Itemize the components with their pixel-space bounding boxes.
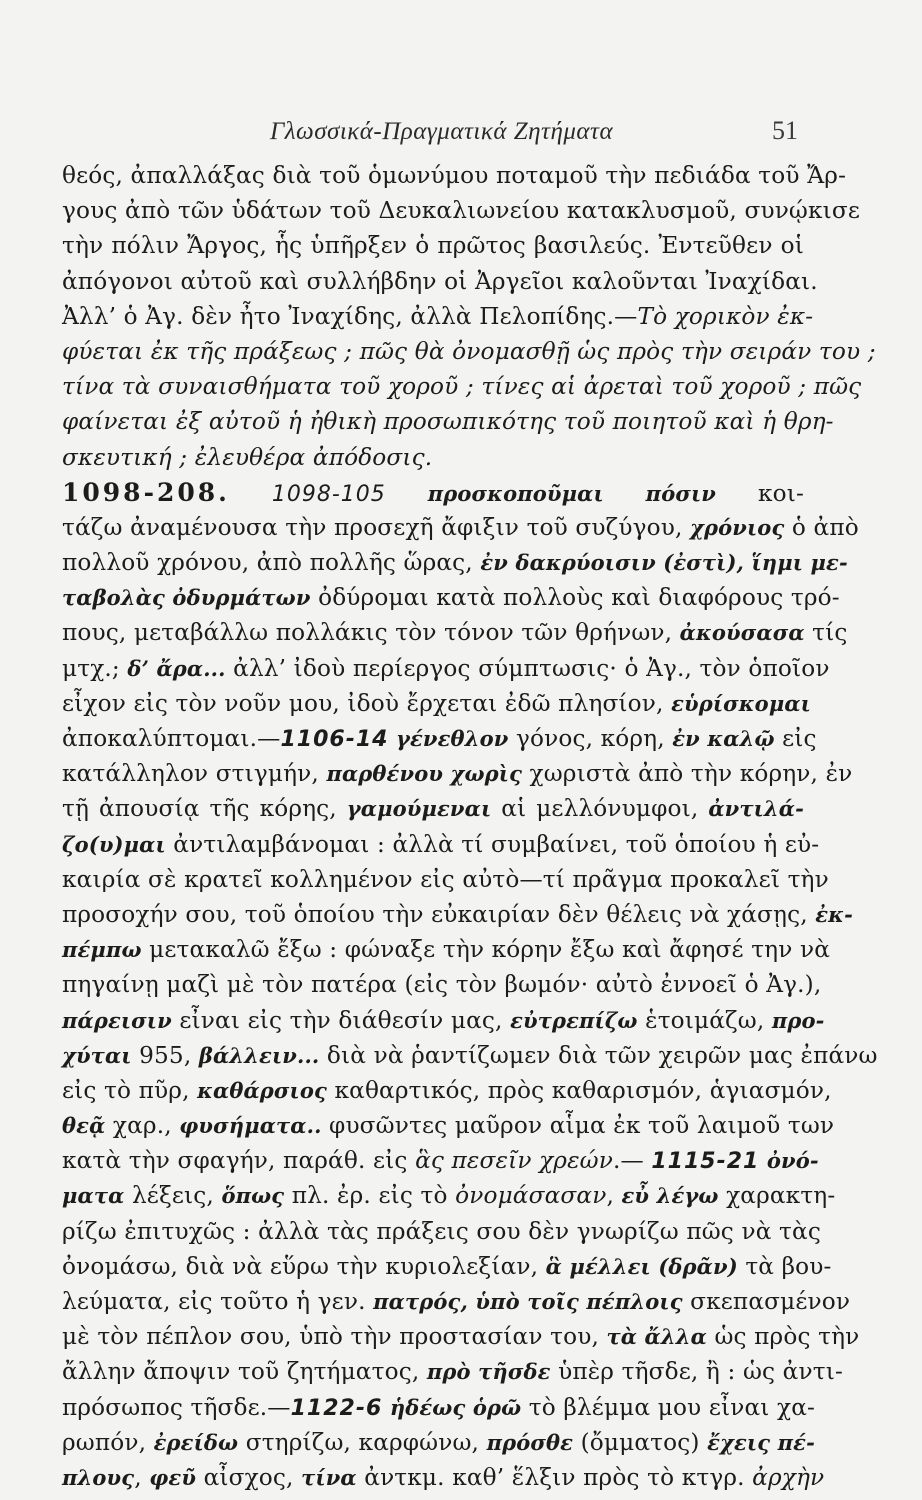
text-line	[62, 686, 811, 721]
text-run: εἰς τὸ πῦρ,	[62, 1076, 198, 1104]
italic-run: τίνα τὰ συναισθήματα τοῦ χοροῦ ; τίνες αἱ ἀρεταὶ τοῦ χοροῦ ; πῶς	[62, 373, 862, 401]
text-line	[62, 1425, 815, 1460]
verse-range: 1106-14	[280, 727, 389, 752]
lemma: χύται	[62, 1042, 132, 1068]
lemma: πατρός, ὑπὸ τοῖς πέπλοις	[373, 1289, 683, 1314]
lemma: θεᾷ	[62, 1113, 106, 1139]
lemma: ἐκ-	[815, 901, 853, 927]
text-line	[62, 1390, 816, 1425]
text-line	[62, 1354, 843, 1389]
text-run: ἀποκαλύπτομαι.—	[62, 725, 281, 752]
text-run: τὸ βλέμμα μου εἶναι χα-	[521, 1393, 816, 1421]
text-line	[62, 615, 848, 650]
text-run: ὀδύρομαι κατὰ πολλοὺς καὶ διαφόρους τρό-	[310, 584, 840, 612]
text-run: στηρίζω, καρφώνω,	[238, 1428, 487, 1456]
lemma: ἀκούσασα	[679, 620, 805, 646]
text-line	[62, 721, 817, 756]
lemma: ὀνό-	[766, 1148, 819, 1174]
text-line	[62, 1249, 832, 1284]
verse-range: 1122-6	[290, 1395, 383, 1421]
lemma: εὐτρεπίζω	[510, 1007, 638, 1033]
text-run: πολλοῦ χρόνου, ἀπὸ πολλῆς ὥρας,	[62, 549, 481, 577]
text-run: εἶχον εἰς τὸν νοῦν μου, ἰδοὺ ἔρχεται ἐδῶ πλησίον,	[62, 689, 672, 717]
text-run: αἱ μελλόνυμφοι,	[491, 795, 709, 823]
text-run: τὰ βου-	[737, 1252, 832, 1280]
text-run: ἀντκμ. καθ’ ἕλξιν πρὸς τὸ κτγρ.	[356, 1463, 753, 1491]
text-run: μετακαλῶ ἔξω : φώναξε τὴν κόρην ἔξω καὶ ἄφησέ την νὰ	[141, 936, 831, 964]
text-line	[62, 264, 818, 299]
lemma: γαμούμεναι	[346, 796, 492, 822]
text-line	[62, 334, 876, 369]
lemma: ἃ μέλλει (δρᾶν)	[545, 1253, 738, 1279]
lemma: βάλλειν...	[198, 1042, 320, 1068]
text-line	[62, 1178, 836, 1213]
lemma: παρθένου χωρὶς	[326, 761, 523, 787]
lemma: χρόνιος	[690, 514, 785, 540]
text-line	[62, 580, 840, 615]
text-line	[62, 1073, 832, 1108]
italic-run: ὀνομάσασαν	[455, 1182, 607, 1210]
text-line	[62, 827, 820, 862]
text-run: πλ. ἐρ. εἰς τὸ	[284, 1182, 456, 1210]
text-line	[62, 1460, 825, 1495]
italic-run: σκευτική ; ἐλευθέρα ἀπόδοσις.	[62, 443, 433, 471]
lemma: γένεθλον	[395, 726, 509, 751]
text-run: μὲ τὸν πέπλον σου, ὑπὸ τὴν προστασίαν του,	[62, 1323, 607, 1351]
text-run: χαρακτη-	[718, 1182, 836, 1210]
italic-run: Τὸ χορικὸν ἐκ-	[637, 302, 814, 330]
text-line	[62, 756, 853, 791]
text-line	[62, 967, 822, 1002]
lemma: ζο(υ)μαι	[62, 831, 166, 857]
text-run: ἀλλ’ ἰδοὺ περίεργος σύμπτωσις· ὁ Ἀγ., τὸν ὁποῖον	[225, 654, 830, 682]
text-run: ἀντιλαμβάνομαι : ἀλλὰ τί συμβαίνει, τοῦ ὁποίου ἡ εὐ-	[165, 830, 820, 858]
running-head	[0, 110, 922, 150]
italic-run: ἃς πεσεῖν χρεών	[415, 1147, 613, 1175]
text-run: ὡς πρὸς τὴν	[706, 1323, 860, 1351]
text-run: ἀπόγονοι αὐτοῦ καὶ συλλήβδην οἱ Ἀργεῖοι καλοῦνται Ἰναχίδαι.	[62, 267, 818, 295]
text-line	[62, 897, 853, 932]
text-run: ,	[606, 1182, 622, 1210]
text-line	[62, 932, 831, 967]
lemma: εὖ λέγω	[621, 1183, 719, 1209]
text-run: διὰ νὰ ῥαντίζωμεν διὰ τῶν χειρῶν μας ἐπάνω	[319, 1041, 878, 1069]
text-run: 955,	[131, 1041, 199, 1069]
text-run	[382, 1394, 390, 1421]
text-line	[62, 1143, 819, 1178]
lemma: ἐν καλῷ	[672, 726, 775, 751]
lemma: πρόσθε	[486, 1429, 574, 1455]
text-run: αἶσχος,	[196, 1463, 302, 1491]
text-run: μτχ.;	[62, 654, 128, 682]
lemma: ἔχεις πέ-	[707, 1429, 815, 1455]
text-run: κοι-	[716, 479, 804, 507]
text-run: πηγαίνῃ μαζὶ μὲ τὸν πατέρα (εἰς τὸν βωμόν· αὐτὸ ἐννοεῖ ὁ Ἀγ.),	[62, 971, 822, 999]
lemma: πρὸ τῆσδε	[426, 1359, 551, 1385]
lemma: φεῦ	[149, 1464, 197, 1490]
text-line	[62, 404, 834, 439]
lemma: τὰ ἄλλα	[606, 1324, 707, 1350]
lemma: ὅπως	[221, 1183, 285, 1209]
text-run: ὁ ἀπὸ	[784, 513, 859, 541]
lemma: πλους	[62, 1464, 135, 1490]
lemma: προσκοποῦμαι πόσιν	[427, 480, 717, 506]
italic-run: ἀρχὴν	[752, 1463, 825, 1491]
text-run: χωριστὰ ἀπὸ τὴν κόρην, ἐν	[522, 760, 853, 788]
lemma: ἡδέως ὁρῶ	[389, 1394, 522, 1420]
text-line	[62, 1319, 860, 1354]
lemma: πέμπω	[62, 937, 142, 963]
lemma: φυσήματα..	[179, 1113, 322, 1139]
text-run: ρίζω ἐπιτυχῶς : ἀλλὰ τὰς πράξεις σου δὲν γνωρίζω πῶς νὰ τὰς	[62, 1217, 821, 1245]
text-run: καιρία σὲ κρατεῖ κολλημένον εἰς αὐτὸ—τί πρᾶγμα προκαλεῖ τὴν	[62, 865, 829, 893]
text-run	[230, 480, 272, 507]
text-run: τῇ ἀπουσίᾳ τῆς κόρης,	[62, 795, 347, 823]
text-run: κατάλληλον στιγμήν,	[62, 760, 327, 788]
text-run: κατὰ τὴν σφαγήν, παράθ. εἰς	[62, 1147, 416, 1175]
text-run: ρωπόν,	[62, 1428, 154, 1456]
text-run: ὑπὲρ τῆσδε, ἢ : ὡς ἀντι-	[550, 1358, 843, 1386]
lemma: εὑρίσκομαι	[671, 690, 811, 716]
text-run: γόνος, κόρη,	[508, 725, 673, 752]
text-run	[388, 725, 396, 752]
text-line	[62, 510, 859, 545]
lemma: τίνα	[301, 1464, 357, 1490]
text-line	[62, 158, 847, 193]
text-run: ,	[134, 1463, 150, 1491]
text-line	[62, 193, 861, 228]
text-line	[62, 1284, 851, 1319]
page-number: 51	[772, 116, 798, 145]
running-title: Γλωσσικά-Πραγματικά Ζητήματα	[270, 118, 614, 145]
commentary-text	[62, 158, 878, 1495]
lemma: ἀντιλά-	[708, 796, 804, 822]
lemma: ἐν δακρύοισιν (ἐστὶ), ἵημι με-	[480, 550, 848, 576]
text-line	[62, 228, 804, 263]
italic-run: φύεται ἐκ τῆς πράξεως ; πῶς θὰ ὀνομασθῇ ὡς πρὸς τὴν σειράν του ;	[62, 337, 876, 365]
text-run: σκεπασμένον	[682, 1288, 851, 1315]
text-run: ἄλλην ἄποψιν τοῦ ζητήματος,	[62, 1358, 427, 1386]
text-run: λεύματα, εἰς τοῦτο ἡ γεν.	[62, 1288, 374, 1315]
text-run: καθαρτικός, πρὸς καθαρισμόν, ἁγιασμόν,	[326, 1076, 832, 1104]
text-run: τίς	[804, 619, 848, 647]
text-run: .—	[612, 1147, 652, 1175]
text-run: πρόσωπος τῆσδε.—	[62, 1393, 291, 1421]
text-line	[62, 299, 814, 334]
text-line	[62, 862, 829, 897]
text-line	[62, 651, 830, 686]
text-line	[62, 369, 862, 404]
section-number: 1098-208.	[62, 477, 230, 507]
text-line	[62, 1003, 825, 1038]
italic-run: φαίνεται ἐξ αὐτοῦ ἡ ἠθικὴ προσωπικότης τοῦ ποιητοῦ καὶ ἡ θρη-	[62, 408, 834, 436]
lemma: δ’ ἄρα...	[127, 655, 226, 681]
text-line	[62, 791, 804, 826]
verse-range: 1115-21	[651, 1149, 760, 1175]
text-line	[62, 1214, 821, 1249]
text-run: προσοχήν σου, τοῦ ὁποίου τὴν εὐκαιρίαν δὲν θέλεις νὰ χάσῃς,	[62, 900, 816, 928]
text-line	[62, 1038, 878, 1073]
text-run: τάζω ἀναμένουσα τὴν προσεχῆ ἄφιξιν τοῦ συζύγου,	[62, 513, 691, 541]
text-run: ἑτοιμάζω,	[637, 1006, 772, 1034]
text-run: φυσῶντες μαῦρον αἷμα ἐκ τοῦ λαιμοῦ των	[321, 1112, 835, 1140]
text-run: γους ἀπὸ τῶν ὑδάτων τοῦ Δευκαλιωνείου κατακλυσμοῦ, συνῴκισε	[62, 197, 861, 225]
text-run: εἰς	[774, 725, 817, 752]
text-run: τὴν πόλιν Ἄργος, ἧς ὑπῆρξεν ὁ πρῶτος βασιλεύς. Ἐντεῦθεν οἱ	[62, 232, 804, 260]
lemma: προ-	[771, 1007, 825, 1033]
text-line	[62, 1108, 835, 1143]
text-run: ὀνομάσω, διὰ νὰ εὕρω τὴν κυριολεξίαν,	[62, 1252, 546, 1280]
text-run	[759, 1147, 767, 1174]
text-line	[62, 475, 804, 510]
text-run: χαρ.,	[105, 1112, 180, 1140]
text-run: λέξεις,	[124, 1182, 222, 1210]
text-run: πους, μεταβάλλω πολλάκις τὸν τόνον τῶν θρήνων,	[62, 619, 680, 647]
lemma: καθάρσιος	[197, 1077, 327, 1103]
text-run	[386, 480, 428, 507]
text-run: Ἀλλ’ ὁ Ἀγ. δὲν ἦτο Ἰναχίδης, ἀλλὰ Πελοπίδης.—	[62, 302, 638, 330]
text-run: εἶναι εἰς τὴν διάθεσίν μας,	[171, 1006, 511, 1034]
text-line	[62, 545, 848, 580]
text-run: θεός, ἀπαλλάξας διὰ τοῦ ὁμωνύμου ποταμοῦ τὴν πεδιάδα τοῦ Ἄρ-	[62, 162, 847, 189]
lemma: ἐρείδω	[153, 1429, 239, 1455]
verse-range: 1098-105	[271, 481, 386, 507]
text-line	[62, 440, 804, 475]
text-run: (ὄμματος)	[573, 1428, 708, 1456]
lemma: ματα	[62, 1183, 125, 1209]
lemma: ταβολὰς ὀδυρμάτων	[62, 585, 311, 611]
lemma: πάρεισιν	[62, 1007, 172, 1033]
